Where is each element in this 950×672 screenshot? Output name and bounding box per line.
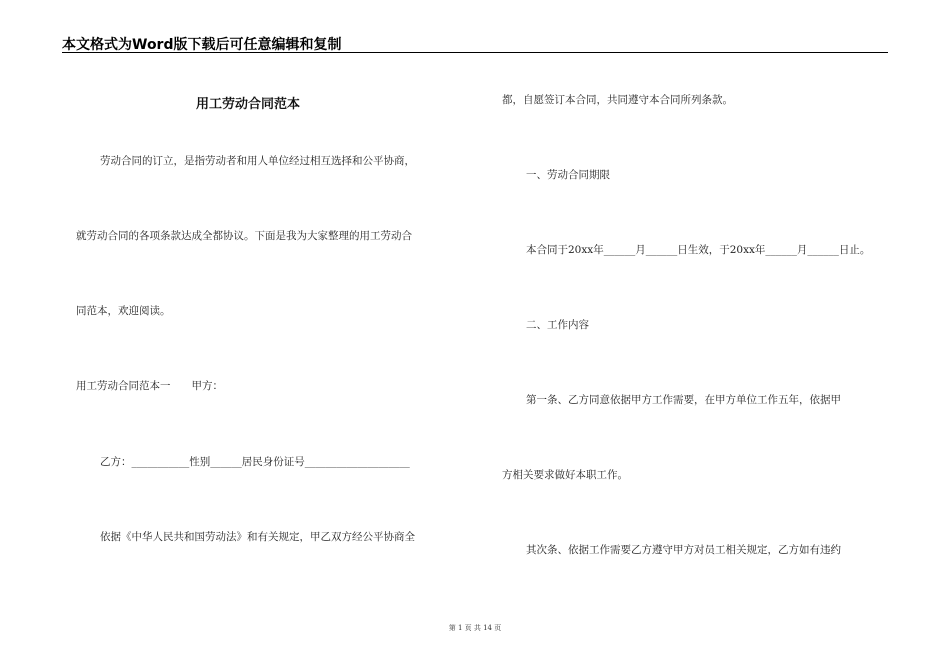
right-heading-work: 二、工作内容 <box>526 319 589 331</box>
left-paragraph-5: 乙方：___________性别______居民身份证号____________________ <box>100 456 410 468</box>
left-paragraph-2: 就劳动合同的各项条款达成全都协议。下面是我为大家整理的用工劳动合 <box>76 230 412 242</box>
left-paragraph-4: 用工劳动合同范本一 甲方： <box>76 380 223 392</box>
right-paragraph-2: 本合同于20xx年______月______日生效，于20xx年______月______日止。 <box>526 244 871 256</box>
document-title: 用工劳动合同范本 <box>196 97 301 112</box>
left-paragraph-3: 同范本，欢迎阅读。 <box>76 305 171 317</box>
right-paragraph-4: 方相关要求做好本职工作。 <box>502 469 628 481</box>
right-heading-term: 一、劳动合同期限 <box>526 169 610 181</box>
right-paragraph-3: 第一条、乙方同意依据甲方工作需要，在甲方单位工作五年，依据甲 <box>526 394 841 406</box>
right-paragraph-1: 都，自愿签订本合同，共同遵守本合同所列条款。 <box>502 94 733 106</box>
left-paragraph-1: 劳动合同的订立，是指劳动者和用人单位经过相互选择和公平协商， <box>100 155 415 167</box>
left-paragraph-6: 依据《中华人民共和国劳动法》和有关规定，甲乙双方经公平协商全 <box>100 531 415 543</box>
page-number: 第 1 页 共 14 页 <box>448 624 502 632</box>
banner-divider <box>62 52 888 53</box>
document-banner: 本文格式为Word版下载后可任意编辑和复制 <box>62 37 342 53</box>
right-paragraph-5: 其次条、依据工作需要乙方遵守甲方对员工相关规定，乙方如有违约 <box>526 544 841 556</box>
